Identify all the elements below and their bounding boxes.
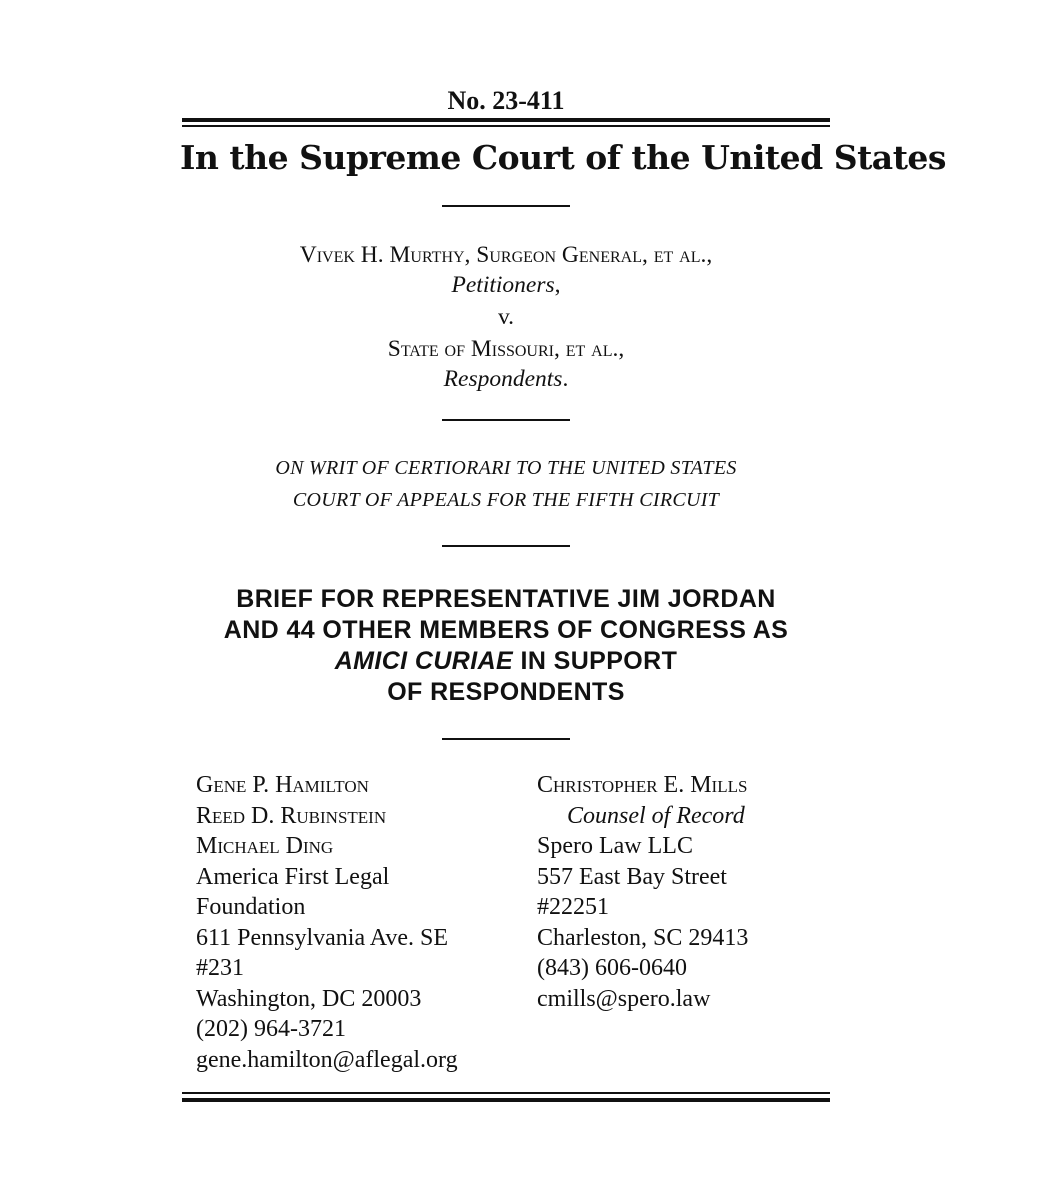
- petitioner-et-al: et al.,: [653, 242, 713, 268]
- top-rule-thin: [182, 125, 830, 127]
- counsel-left-name-1: Gene P. Hamilton: [196, 772, 369, 798]
- writ-line-1: ON WRIT OF CERTIORARI TO THE UNITED STATES: [275, 457, 737, 479]
- counsel-right-city: Charleston, SC 29413: [537, 924, 749, 951]
- counsel-right-address-2: #22251: [537, 894, 609, 920]
- counsel-left-phone: (202) 964-3721: [196, 1016, 346, 1042]
- petitioner-role-punct: ,: [554, 272, 561, 298]
- divider-4: [442, 738, 570, 740]
- counsel-left-org-1: America First Legal: [196, 863, 390, 890]
- brief-title-line-2: AND 44 OTHER MEMBERS OF CONGRESS AS: [223, 616, 789, 644]
- counsel-right-block: [537, 770, 837, 1014]
- versus: v.: [497, 304, 515, 330]
- brief-title: [180, 584, 832, 708]
- respondent-role: Respondents: [443, 366, 563, 392]
- respondent-line: [180, 334, 832, 364]
- petitioner-role: Petitioners: [451, 272, 555, 298]
- counsel-left-email: gene.hamilton@aflegal.org: [196, 1046, 458, 1073]
- counsel-left-address-2: #231: [196, 955, 244, 981]
- counsel-left-name-2: Reed D. Rubinstein: [196, 802, 387, 829]
- divider-2: [442, 419, 570, 421]
- counsel-left-block: [196, 770, 526, 1075]
- writ-line-2: COURT OF APPEALS FOR THE FIFTH CIRCUIT: [292, 489, 720, 511]
- counsel-right-role: Counsel of Record: [567, 802, 745, 829]
- petitioner-role-line: [180, 270, 832, 300]
- writ-block: [180, 452, 832, 516]
- counsel-right-name: Christopher E. Mills: [537, 772, 748, 798]
- bottom-rule-thin: [182, 1092, 830, 1094]
- counsel-right-firm: Spero Law LLC: [537, 833, 693, 859]
- respondent-name: State of Missouri,: [387, 336, 560, 362]
- petitioner-name: Vivek H. Murthy, Surgeon General,: [299, 242, 648, 268]
- respondent-role-punct: .: [562, 366, 569, 392]
- brief-title-line-3-rest: IN SUPPORT: [513, 647, 678, 675]
- counsel-left-org-2: Foundation: [196, 894, 306, 920]
- divider-1: [442, 205, 570, 207]
- divider-3: [442, 545, 570, 547]
- counsel-left-city: Washington, DC 20003: [196, 985, 422, 1012]
- respondent-role-line: [180, 364, 832, 394]
- brief-title-line-1: BRIEF FOR REPRESENTATIVE JIM JORDAN: [236, 585, 776, 613]
- amici-curiae: AMICI CURIAE: [334, 647, 514, 675]
- top-rule-thick: [182, 118, 830, 122]
- counsel-right-email: cmills@spero.law: [537, 985, 711, 1012]
- brief-title-line-3: [180, 646, 832, 677]
- counsel-right-address-1: 557 East Bay Street: [537, 863, 727, 890]
- docket-number: No. 23-411: [447, 86, 565, 115]
- court-title: In the Supreme Court of the United States: [180, 138, 947, 177]
- petitioner-line: [180, 240, 832, 270]
- respondent-et-al: et al.,: [565, 336, 625, 362]
- bottom-rule-thick: [182, 1098, 830, 1102]
- counsel-left-address-1: 611 Pennsylvania Ave. SE: [196, 924, 448, 951]
- counsel-left-name-3: Michael Ding: [196, 833, 334, 859]
- counsel-right-phone: (843) 606-0640: [537, 955, 687, 981]
- brief-title-line-4: OF RESPONDENTS: [387, 678, 625, 706]
